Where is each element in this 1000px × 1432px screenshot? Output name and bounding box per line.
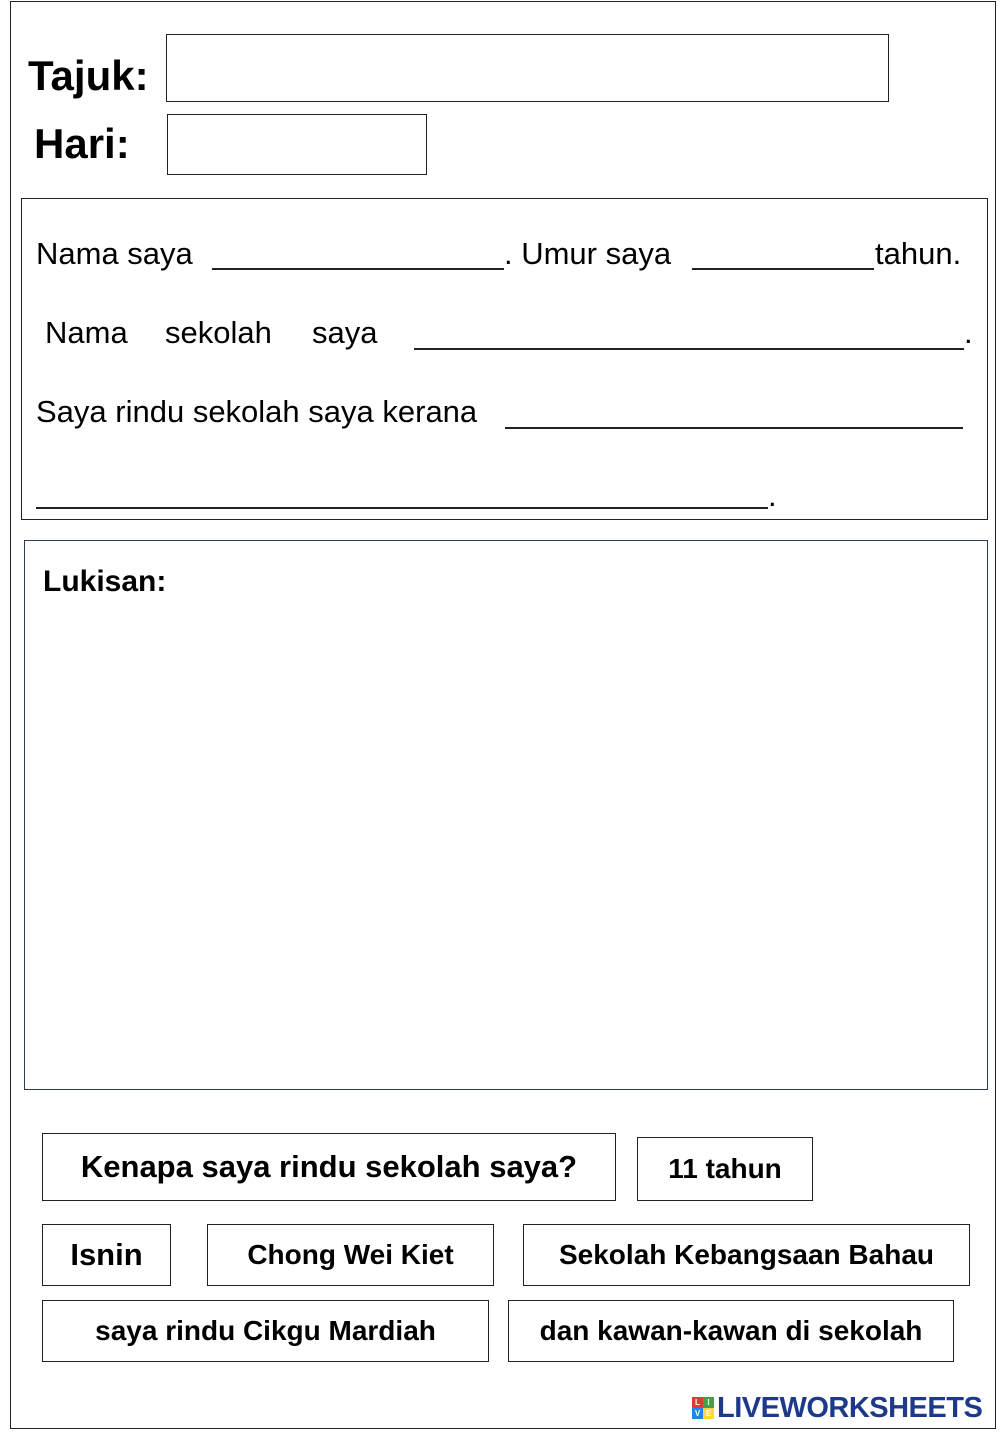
day-answer-box[interactable] bbox=[167, 114, 427, 175]
word-chip-question[interactable]: Kenapa saya rindu sekolah saya? bbox=[42, 1133, 616, 1201]
name-blank[interactable] bbox=[212, 268, 504, 270]
word-chip-day[interactable]: Isnin bbox=[42, 1224, 171, 1286]
drawing-label: Lukisan: bbox=[43, 565, 167, 598]
drawing-area[interactable] bbox=[24, 540, 988, 1090]
word-chip-school[interactable]: Sekolah Kebangsaan Bahau bbox=[523, 1224, 970, 1286]
word-chip-name[interactable]: Chong Wei Kiet bbox=[207, 1224, 494, 1286]
line1-text-b: . Umur saya bbox=[504, 236, 672, 271]
word-chip-reason-1[interactable]: saya rindu Cikgu Mardiah bbox=[42, 1300, 489, 1362]
liveworksheets-logo-icon: L I V E bbox=[692, 1397, 714, 1419]
reason-blank-2[interactable] bbox=[36, 507, 768, 509]
line2-text-a: Nama bbox=[45, 315, 128, 350]
line1-text-c: tahun. bbox=[875, 236, 962, 271]
line3-text: Saya rindu sekolah saya kerana bbox=[36, 394, 478, 429]
line2-text-c: saya bbox=[312, 315, 378, 350]
brand-name: LIVEWORKSHEETS bbox=[717, 1391, 983, 1424]
school-name-blank[interactable] bbox=[414, 348, 964, 350]
word-chip-age[interactable]: 11 tahun bbox=[637, 1137, 813, 1201]
word-chip-reason-2[interactable]: dan kawan-kawan di sekolah bbox=[508, 1300, 954, 1362]
age-blank[interactable] bbox=[692, 268, 874, 270]
line1-text-a: Nama saya bbox=[36, 236, 193, 271]
line2-text-b: sekolah bbox=[165, 315, 272, 350]
title-answer-box[interactable] bbox=[166, 34, 889, 102]
reason-blank-1[interactable] bbox=[505, 427, 963, 429]
liveworksheets-brand bbox=[692, 1392, 982, 1424]
line2-period: . bbox=[964, 315, 973, 350]
line4-period: . bbox=[768, 478, 777, 513]
day-label: Hari: bbox=[34, 120, 130, 167]
title-label: Tajuk: bbox=[28, 52, 149, 99]
